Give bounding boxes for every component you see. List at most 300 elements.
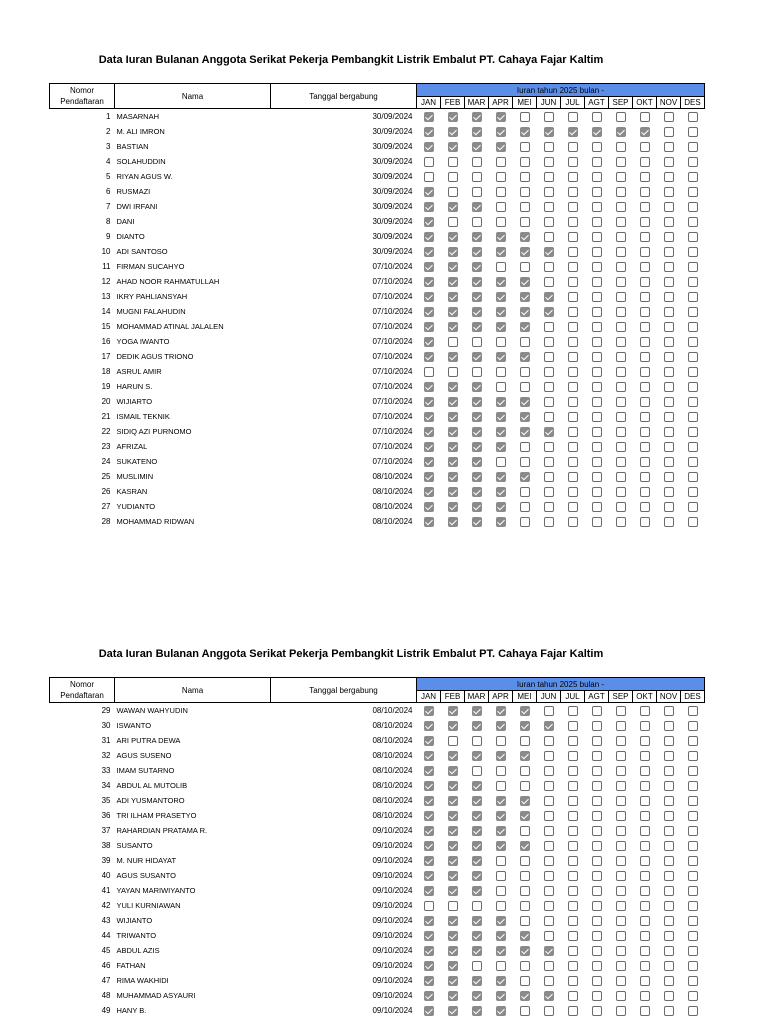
- payment-checkbox[interactable]: [544, 781, 554, 791]
- payment-checkbox[interactable]: [544, 736, 554, 746]
- payment-checkbox[interactable]: [448, 412, 458, 422]
- payment-checkbox[interactable]: [472, 187, 482, 197]
- payment-checkbox[interactable]: [544, 841, 554, 851]
- payment-checkbox[interactable]: [544, 187, 554, 197]
- payment-checkbox[interactable]: [664, 307, 674, 317]
- payment-checkbox[interactable]: [520, 976, 530, 986]
- payment-checkbox[interactable]: [448, 796, 458, 806]
- payment-checkbox[interactable]: [640, 397, 650, 407]
- payment-checkbox[interactable]: [688, 127, 698, 137]
- payment-checkbox[interactable]: [472, 502, 482, 512]
- payment-checkbox[interactable]: [496, 796, 506, 806]
- payment-checkbox[interactable]: [640, 217, 650, 227]
- payment-checkbox[interactable]: [664, 337, 674, 347]
- payment-checkbox[interactable]: [616, 412, 626, 422]
- payment-checkbox[interactable]: [640, 976, 650, 986]
- payment-checkbox[interactable]: [520, 811, 530, 821]
- payment-checkbox[interactable]: [688, 217, 698, 227]
- payment-checkbox[interactable]: [568, 172, 578, 182]
- payment-checkbox[interactable]: [592, 352, 602, 362]
- payment-checkbox[interactable]: [496, 382, 506, 392]
- payment-checkbox[interactable]: [472, 931, 482, 941]
- payment-checkbox[interactable]: [592, 142, 602, 152]
- payment-checkbox[interactable]: [472, 412, 482, 422]
- payment-checkbox[interactable]: [448, 352, 458, 362]
- payment-checkbox[interactable]: [616, 871, 626, 881]
- payment-checkbox[interactable]: [640, 856, 650, 866]
- payment-checkbox[interactable]: [424, 487, 434, 497]
- payment-checkbox[interactable]: [664, 751, 674, 761]
- payment-checkbox[interactable]: [448, 751, 458, 761]
- payment-checkbox[interactable]: [424, 916, 434, 926]
- payment-checkbox[interactable]: [616, 931, 626, 941]
- payment-checkbox[interactable]: [640, 322, 650, 332]
- payment-checkbox[interactable]: [520, 502, 530, 512]
- payment-checkbox[interactable]: [640, 367, 650, 377]
- payment-checkbox[interactable]: [472, 202, 482, 212]
- payment-checkbox[interactable]: [496, 442, 506, 452]
- payment-checkbox[interactable]: [640, 127, 650, 137]
- payment-checkbox[interactable]: [664, 187, 674, 197]
- payment-checkbox[interactable]: [544, 127, 554, 137]
- payment-checkbox[interactable]: [472, 232, 482, 242]
- payment-checkbox[interactable]: [616, 442, 626, 452]
- payment-checkbox[interactable]: [664, 412, 674, 422]
- payment-checkbox[interactable]: [592, 202, 602, 212]
- payment-checkbox[interactable]: [544, 397, 554, 407]
- payment-checkbox[interactable]: [472, 247, 482, 257]
- payment-checkbox[interactable]: [568, 202, 578, 212]
- payment-checkbox[interactable]: [664, 367, 674, 377]
- payment-checkbox[interactable]: [640, 766, 650, 776]
- payment-checkbox[interactable]: [520, 886, 530, 896]
- payment-checkbox[interactable]: [472, 307, 482, 317]
- payment-checkbox[interactable]: [640, 991, 650, 1001]
- payment-checkbox[interactable]: [688, 157, 698, 167]
- payment-checkbox[interactable]: [448, 442, 458, 452]
- payment-checkbox[interactable]: [664, 427, 674, 437]
- payment-checkbox[interactable]: [496, 367, 506, 377]
- payment-checkbox[interactable]: [568, 796, 578, 806]
- payment-checkbox[interactable]: [592, 262, 602, 272]
- payment-checkbox[interactable]: [592, 901, 602, 911]
- payment-checkbox[interactable]: [520, 901, 530, 911]
- payment-checkbox[interactable]: [544, 871, 554, 881]
- payment-checkbox[interactable]: [544, 112, 554, 122]
- payment-checkbox[interactable]: [640, 886, 650, 896]
- payment-checkbox[interactable]: [520, 262, 530, 272]
- payment-checkbox[interactable]: [544, 826, 554, 836]
- payment-checkbox[interactable]: [688, 901, 698, 911]
- payment-checkbox[interactable]: [520, 916, 530, 926]
- payment-checkbox[interactable]: [640, 232, 650, 242]
- payment-checkbox[interactable]: [568, 706, 578, 716]
- payment-checkbox[interactable]: [592, 277, 602, 287]
- payment-checkbox[interactable]: [688, 187, 698, 197]
- payment-checkbox[interactable]: [688, 337, 698, 347]
- payment-checkbox[interactable]: [592, 112, 602, 122]
- payment-checkbox[interactable]: [496, 412, 506, 422]
- payment-checkbox[interactable]: [424, 871, 434, 881]
- payment-checkbox[interactable]: [448, 931, 458, 941]
- payment-checkbox[interactable]: [688, 172, 698, 182]
- payment-checkbox[interactable]: [664, 517, 674, 527]
- payment-checkbox[interactable]: [664, 841, 674, 851]
- payment-checkbox[interactable]: [640, 292, 650, 302]
- payment-checkbox[interactable]: [640, 172, 650, 182]
- payment-checkbox[interactable]: [616, 142, 626, 152]
- payment-checkbox[interactable]: [688, 292, 698, 302]
- payment-checkbox[interactable]: [592, 217, 602, 227]
- payment-checkbox[interactable]: [472, 961, 482, 971]
- payment-checkbox[interactable]: [424, 187, 434, 197]
- payment-checkbox[interactable]: [544, 517, 554, 527]
- payment-checkbox[interactable]: [664, 721, 674, 731]
- payment-checkbox[interactable]: [520, 307, 530, 317]
- payment-checkbox[interactable]: [520, 487, 530, 497]
- payment-checkbox[interactable]: [472, 142, 482, 152]
- payment-checkbox[interactable]: [520, 517, 530, 527]
- payment-checkbox[interactable]: [568, 871, 578, 881]
- payment-checkbox[interactable]: [424, 292, 434, 302]
- payment-checkbox[interactable]: [592, 886, 602, 896]
- payment-checkbox[interactable]: [472, 397, 482, 407]
- payment-checkbox[interactable]: [544, 367, 554, 377]
- payment-checkbox[interactable]: [424, 322, 434, 332]
- payment-checkbox[interactable]: [544, 427, 554, 437]
- payment-checkbox[interactable]: [496, 322, 506, 332]
- payment-checkbox[interactable]: [616, 367, 626, 377]
- payment-checkbox[interactable]: [472, 157, 482, 167]
- payment-checkbox[interactable]: [688, 517, 698, 527]
- payment-checkbox[interactable]: [688, 457, 698, 467]
- payment-checkbox[interactable]: [616, 277, 626, 287]
- payment-checkbox[interactable]: [568, 976, 578, 986]
- payment-checkbox[interactable]: [664, 217, 674, 227]
- payment-checkbox[interactable]: [472, 706, 482, 716]
- payment-checkbox[interactable]: [472, 901, 482, 911]
- payment-checkbox[interactable]: [640, 901, 650, 911]
- payment-checkbox[interactable]: [544, 721, 554, 731]
- payment-checkbox[interactable]: [568, 382, 578, 392]
- payment-checkbox[interactable]: [448, 397, 458, 407]
- payment-checkbox[interactable]: [472, 322, 482, 332]
- payment-checkbox[interactable]: [640, 946, 650, 956]
- payment-checkbox[interactable]: [544, 172, 554, 182]
- payment-checkbox[interactable]: [592, 292, 602, 302]
- payment-checkbox[interactable]: [688, 382, 698, 392]
- payment-checkbox[interactable]: [664, 112, 674, 122]
- payment-checkbox[interactable]: [568, 247, 578, 257]
- payment-checkbox[interactable]: [520, 382, 530, 392]
- payment-checkbox[interactable]: [688, 946, 698, 956]
- payment-checkbox[interactable]: [448, 841, 458, 851]
- payment-checkbox[interactable]: [448, 112, 458, 122]
- payment-checkbox[interactable]: [592, 157, 602, 167]
- payment-checkbox[interactable]: [520, 232, 530, 242]
- payment-checkbox[interactable]: [664, 706, 674, 716]
- payment-checkbox[interactable]: [544, 247, 554, 257]
- payment-checkbox[interactable]: [640, 202, 650, 212]
- payment-checkbox[interactable]: [520, 337, 530, 347]
- payment-checkbox[interactable]: [520, 187, 530, 197]
- payment-checkbox[interactable]: [592, 172, 602, 182]
- payment-checkbox[interactable]: [616, 352, 626, 362]
- payment-checkbox[interactable]: [592, 502, 602, 512]
- payment-checkbox[interactable]: [544, 307, 554, 317]
- payment-checkbox[interactable]: [424, 706, 434, 716]
- payment-checkbox[interactable]: [472, 991, 482, 1001]
- payment-checkbox[interactable]: [520, 472, 530, 482]
- payment-checkbox[interactable]: [664, 382, 674, 392]
- payment-checkbox[interactable]: [592, 826, 602, 836]
- payment-checkbox[interactable]: [472, 517, 482, 527]
- payment-checkbox[interactable]: [688, 352, 698, 362]
- payment-checkbox[interactable]: [520, 721, 530, 731]
- payment-checkbox[interactable]: [496, 202, 506, 212]
- payment-checkbox[interactable]: [664, 352, 674, 362]
- payment-checkbox[interactable]: [616, 781, 626, 791]
- payment-checkbox[interactable]: [616, 502, 626, 512]
- payment-checkbox[interactable]: [616, 1006, 626, 1016]
- payment-checkbox[interactable]: [592, 322, 602, 332]
- payment-checkbox[interactable]: [616, 202, 626, 212]
- payment-checkbox[interactable]: [592, 187, 602, 197]
- payment-checkbox[interactable]: [640, 247, 650, 257]
- payment-checkbox[interactable]: [520, 367, 530, 377]
- payment-checkbox[interactable]: [592, 781, 602, 791]
- payment-checkbox[interactable]: [520, 706, 530, 716]
- payment-checkbox[interactable]: [616, 307, 626, 317]
- payment-checkbox[interactable]: [664, 247, 674, 257]
- payment-checkbox[interactable]: [496, 991, 506, 1001]
- payment-checkbox[interactable]: [448, 811, 458, 821]
- payment-checkbox[interactable]: [496, 292, 506, 302]
- payment-checkbox[interactable]: [424, 901, 434, 911]
- payment-checkbox[interactable]: [448, 826, 458, 836]
- payment-checkbox[interactable]: [520, 991, 530, 1001]
- payment-checkbox[interactable]: [424, 457, 434, 467]
- payment-checkbox[interactable]: [616, 901, 626, 911]
- payment-checkbox[interactable]: [616, 472, 626, 482]
- payment-checkbox[interactable]: [520, 112, 530, 122]
- payment-checkbox[interactable]: [496, 127, 506, 137]
- payment-checkbox[interactable]: [448, 1006, 458, 1016]
- payment-checkbox[interactable]: [520, 142, 530, 152]
- payment-checkbox[interactable]: [568, 517, 578, 527]
- payment-checkbox[interactable]: [472, 796, 482, 806]
- payment-checkbox[interactable]: [592, 961, 602, 971]
- payment-checkbox[interactable]: [472, 976, 482, 986]
- payment-checkbox[interactable]: [520, 352, 530, 362]
- payment-checkbox[interactable]: [688, 826, 698, 836]
- payment-checkbox[interactable]: [568, 262, 578, 272]
- payment-checkbox[interactable]: [664, 502, 674, 512]
- payment-checkbox[interactable]: [544, 157, 554, 167]
- payment-checkbox[interactable]: [592, 367, 602, 377]
- payment-checkbox[interactable]: [568, 292, 578, 302]
- payment-checkbox[interactable]: [520, 247, 530, 257]
- payment-checkbox[interactable]: [448, 472, 458, 482]
- payment-checkbox[interactable]: [520, 127, 530, 137]
- payment-checkbox[interactable]: [496, 517, 506, 527]
- payment-checkbox[interactable]: [520, 946, 530, 956]
- payment-checkbox[interactable]: [616, 172, 626, 182]
- payment-checkbox[interactable]: [424, 826, 434, 836]
- payment-checkbox[interactable]: [544, 292, 554, 302]
- payment-checkbox[interactable]: [496, 112, 506, 122]
- payment-checkbox[interactable]: [592, 871, 602, 881]
- payment-checkbox[interactable]: [568, 217, 578, 227]
- payment-checkbox[interactable]: [544, 856, 554, 866]
- payment-checkbox[interactable]: [592, 796, 602, 806]
- payment-checkbox[interactable]: [616, 916, 626, 926]
- payment-checkbox[interactable]: [472, 1006, 482, 1016]
- payment-checkbox[interactable]: [592, 412, 602, 422]
- payment-checkbox[interactable]: [616, 322, 626, 332]
- payment-checkbox[interactable]: [520, 172, 530, 182]
- payment-checkbox[interactable]: [640, 382, 650, 392]
- payment-checkbox[interactable]: [640, 871, 650, 881]
- payment-checkbox[interactable]: [664, 457, 674, 467]
- payment-checkbox[interactable]: [448, 916, 458, 926]
- payment-checkbox[interactable]: [616, 796, 626, 806]
- payment-checkbox[interactable]: [592, 721, 602, 731]
- payment-checkbox[interactable]: [424, 397, 434, 407]
- payment-checkbox[interactable]: [496, 721, 506, 731]
- payment-checkbox[interactable]: [496, 841, 506, 851]
- payment-checkbox[interactable]: [520, 427, 530, 437]
- payment-checkbox[interactable]: [424, 886, 434, 896]
- payment-checkbox[interactable]: [520, 277, 530, 287]
- payment-checkbox[interactable]: [688, 322, 698, 332]
- payment-checkbox[interactable]: [568, 322, 578, 332]
- payment-checkbox[interactable]: [472, 472, 482, 482]
- payment-checkbox[interactable]: [496, 946, 506, 956]
- payment-checkbox[interactable]: [520, 856, 530, 866]
- payment-checkbox[interactable]: [448, 721, 458, 731]
- payment-checkbox[interactable]: [640, 277, 650, 287]
- payment-checkbox[interactable]: [472, 292, 482, 302]
- payment-checkbox[interactable]: [544, 886, 554, 896]
- payment-checkbox[interactable]: [448, 157, 458, 167]
- payment-checkbox[interactable]: [616, 292, 626, 302]
- payment-checkbox[interactable]: [424, 307, 434, 317]
- payment-checkbox[interactable]: [544, 766, 554, 776]
- payment-checkbox[interactable]: [688, 442, 698, 452]
- payment-checkbox[interactable]: [424, 991, 434, 1001]
- payment-checkbox[interactable]: [688, 961, 698, 971]
- payment-checkbox[interactable]: [640, 502, 650, 512]
- payment-checkbox[interactable]: [568, 187, 578, 197]
- payment-checkbox[interactable]: [616, 751, 626, 761]
- payment-checkbox[interactable]: [592, 991, 602, 1001]
- payment-checkbox[interactable]: [424, 127, 434, 137]
- payment-checkbox[interactable]: [664, 127, 674, 137]
- payment-checkbox[interactable]: [688, 202, 698, 212]
- payment-checkbox[interactable]: [448, 247, 458, 257]
- payment-checkbox[interactable]: [520, 931, 530, 941]
- payment-checkbox[interactable]: [496, 352, 506, 362]
- payment-checkbox[interactable]: [640, 337, 650, 347]
- payment-checkbox[interactable]: [472, 871, 482, 881]
- payment-checkbox[interactable]: [568, 1006, 578, 1016]
- payment-checkbox[interactable]: [616, 112, 626, 122]
- payment-checkbox[interactable]: [472, 427, 482, 437]
- payment-checkbox[interactable]: [664, 766, 674, 776]
- payment-checkbox[interactable]: [664, 796, 674, 806]
- payment-checkbox[interactable]: [448, 232, 458, 242]
- payment-checkbox[interactable]: [592, 307, 602, 317]
- payment-checkbox[interactable]: [616, 721, 626, 731]
- payment-checkbox[interactable]: [616, 262, 626, 272]
- payment-checkbox[interactable]: [664, 931, 674, 941]
- payment-checkbox[interactable]: [424, 277, 434, 287]
- payment-checkbox[interactable]: [568, 721, 578, 731]
- payment-checkbox[interactable]: [448, 517, 458, 527]
- payment-checkbox[interactable]: [688, 502, 698, 512]
- payment-checkbox[interactable]: [544, 352, 554, 362]
- payment-checkbox[interactable]: [544, 457, 554, 467]
- payment-checkbox[interactable]: [544, 202, 554, 212]
- payment-checkbox[interactable]: [448, 781, 458, 791]
- payment-checkbox[interactable]: [472, 766, 482, 776]
- payment-checkbox[interactable]: [496, 886, 506, 896]
- payment-checkbox[interactable]: [544, 487, 554, 497]
- payment-checkbox[interactable]: [448, 901, 458, 911]
- payment-checkbox[interactable]: [688, 751, 698, 761]
- payment-checkbox[interactable]: [520, 217, 530, 227]
- payment-checkbox[interactable]: [616, 487, 626, 497]
- payment-checkbox[interactable]: [544, 502, 554, 512]
- payment-checkbox[interactable]: [424, 142, 434, 152]
- payment-checkbox[interactable]: [568, 142, 578, 152]
- payment-checkbox[interactable]: [568, 232, 578, 242]
- payment-checkbox[interactable]: [664, 397, 674, 407]
- payment-checkbox[interactable]: [664, 262, 674, 272]
- payment-checkbox[interactable]: [664, 202, 674, 212]
- payment-checkbox[interactable]: [520, 442, 530, 452]
- payment-checkbox[interactable]: [448, 382, 458, 392]
- payment-checkbox[interactable]: [616, 187, 626, 197]
- payment-checkbox[interactable]: [640, 841, 650, 851]
- payment-checkbox[interactable]: [616, 232, 626, 242]
- payment-checkbox[interactable]: [472, 262, 482, 272]
- payment-checkbox[interactable]: [448, 856, 458, 866]
- payment-checkbox[interactable]: [616, 517, 626, 527]
- payment-checkbox[interactable]: [520, 157, 530, 167]
- payment-checkbox[interactable]: [664, 946, 674, 956]
- payment-checkbox[interactable]: [448, 502, 458, 512]
- payment-checkbox[interactable]: [664, 991, 674, 1001]
- payment-checkbox[interactable]: [640, 916, 650, 926]
- payment-checkbox[interactable]: [520, 202, 530, 212]
- payment-checkbox[interactable]: [688, 841, 698, 851]
- payment-checkbox[interactable]: [520, 1006, 530, 1016]
- payment-checkbox[interactable]: [520, 736, 530, 746]
- payment-checkbox[interactable]: [496, 457, 506, 467]
- payment-checkbox[interactable]: [640, 781, 650, 791]
- payment-checkbox[interactable]: [568, 412, 578, 422]
- payment-checkbox[interactable]: [496, 307, 506, 317]
- payment-checkbox[interactable]: [592, 127, 602, 137]
- payment-checkbox[interactable]: [448, 187, 458, 197]
- payment-checkbox[interactable]: [592, 247, 602, 257]
- payment-checkbox[interactable]: [688, 307, 698, 317]
- payment-checkbox[interactable]: [472, 352, 482, 362]
- payment-checkbox[interactable]: [592, 442, 602, 452]
- payment-checkbox[interactable]: [544, 1006, 554, 1016]
